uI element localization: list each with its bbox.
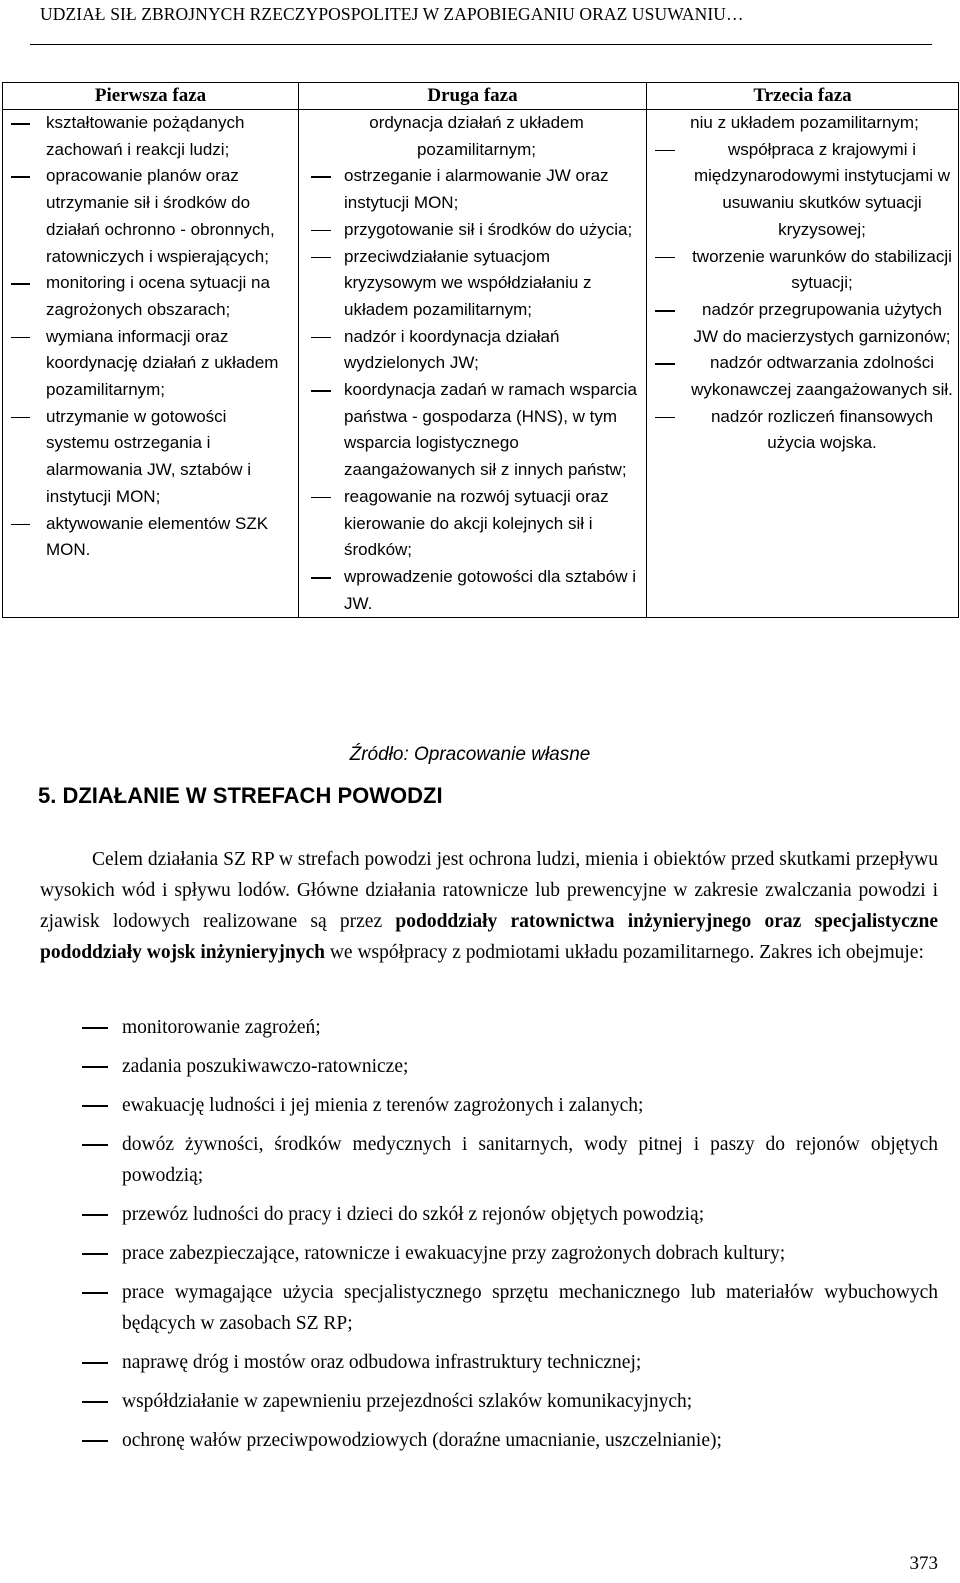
header-first-phase: Pierwsza faza bbox=[3, 83, 299, 110]
table-header-row bbox=[3, 83, 959, 110]
table-body-row bbox=[3, 110, 959, 618]
third-phase-cell bbox=[647, 110, 959, 618]
intro-bold-text: pododdziały ratownictwa inżynieryjnego oraz specjalistyczne pododdziały wojsk inżynieryjnych bbox=[40, 910, 938, 963]
header-second-phase: Druga faza bbox=[299, 83, 647, 110]
table-list-item: tworzenie warunków do stabilizacji sytuacji; bbox=[647, 244, 958, 297]
table-list-item: kształtowanie pożądanych zachowań i reakcji ludzi; bbox=[3, 110, 298, 163]
table-list-item: koordynacja zadań w ramach wsparcia państwa - gospodarza (HNS), w tym wsparcia logistycznego zaangażowanych sił z innych państw; bbox=[299, 377, 646, 484]
header-rule bbox=[30, 44, 932, 45]
running-header: UDZIAŁ SIŁ ZBROJNYCH RZECZYPOSPOLITEJ W ZAPOBIEGANIU ORAZ USUWANIU… bbox=[40, 4, 744, 24]
list-item: dowóz żywności, środków medycznych i sanitarnych, wody pitnej i paszy do rejonów objętych powodzią; bbox=[40, 1129, 938, 1191]
table-list-item: nadzór i koordynacja działań wydzielonych JW; bbox=[299, 324, 646, 377]
section-heading: 5. DZIAŁANIE W STREFACH POWODZI bbox=[38, 783, 443, 808]
second-phase-cell bbox=[299, 110, 647, 618]
list-item: monitorowanie zagrożeń; bbox=[40, 1012, 938, 1043]
intro-paragraph bbox=[40, 844, 938, 968]
table-list-item: nadzór odtwarzania zdolności wykonawczej zaangażowanych sił. bbox=[647, 350, 958, 403]
phases-table bbox=[2, 82, 959, 618]
table-list-item: współpraca z krajowymi i międzynarodowymi instytucjami w usuwaniu skutków sytuacji kryzysowej; bbox=[647, 137, 958, 244]
list-item: zadania poszukiwawczo-ratownicze; bbox=[40, 1051, 938, 1082]
list-item: ewakuację ludności i jej mienia z terenów zagrożonych i zalanych; bbox=[40, 1090, 938, 1121]
table-list-item: niu z układem pozamilitarnym; bbox=[690, 113, 919, 132]
list-item: naprawę dróg i mostów oraz odbudowa infrastruktury technicznej; bbox=[40, 1347, 938, 1378]
table-list-item: aktywowanie elementów SZK MON. bbox=[3, 511, 298, 564]
table-list-item: opracowanie planów oraz utrzymanie sił i środków do działań ochronno - obronnych, ratowniczych i wspierających; bbox=[3, 163, 298, 270]
first-phase-list bbox=[3, 110, 298, 564]
list-item: ochronę wałów przeciwpowodziowych (doraźne umacnianie, uszczelnianie); bbox=[40, 1425, 938, 1456]
table-list-item: utrzymanie w gotowości systemu ostrzegania i alarmowania JW, sztabów i instytucji MON; bbox=[3, 404, 298, 511]
list-item: współdziałanie w zapewnieniu przejezdności szlaków komunikacyjnych; bbox=[40, 1386, 938, 1417]
intro-text-1: Celem działania SZ RP w strefach powodzi jest ochrona ludzi, mienia i obiektów przed skutkami przepływu wysokich wód i spływu lodów. Główne działania ratownicze lub prewencyjne w zakresie zwalczania powodzi i zjawisk lodowych realizowane są przez bbox=[40, 848, 938, 932]
intro-text-2: we współpracy z podmiotami układu pozamilitarnego. Zakres ich obejmuje: bbox=[324, 941, 924, 963]
table-list-item: monitoring i ocena sytuacji na zagrożonych obszarach; bbox=[3, 270, 298, 323]
page-number: 373 bbox=[909, 1553, 938, 1574]
first-phase-cell bbox=[3, 110, 299, 618]
table-list-item: wymiana informacji oraz koordynację działań z układem pozamilitarnym; bbox=[3, 324, 298, 404]
third-phase-list bbox=[647, 110, 958, 457]
header-third-phase: Trzecia faza bbox=[647, 83, 959, 110]
table-source-caption: Źródło: Opracowanie własne bbox=[349, 744, 591, 765]
list-item: prace zabezpieczające, ratownicze i ewakuacyjne przy zagrożonych dobrach kultury; bbox=[40, 1238, 938, 1269]
list-item: prace wymagające użycia specjalistycznego sprzętu mechanicznego lub materiałów wybuchowych będących w zasobach SZ RP; bbox=[40, 1277, 938, 1339]
table-list-item: nadzór rozliczeń finansowych użycia wojska. bbox=[647, 404, 958, 457]
list-item: przewóz ludności do pracy i dzieci do szkół z rejonów objętych powodzią; bbox=[40, 1199, 938, 1230]
second-phase-list bbox=[299, 110, 646, 617]
table-list-item: reagowanie na rozwój sytuacji oraz kierowanie do akcji kolejnych sił i środków; bbox=[299, 484, 646, 564]
table-list-item: przeciwdziałanie sytuacjom kryzysowym we współdziałaniu z układem pozamilitarnym; bbox=[299, 244, 646, 324]
table-list-item: wprowadzenie gotowości dla sztabów i JW. bbox=[299, 564, 646, 617]
table-list-item: ordynacja działań z układem pozamilitarnym; bbox=[369, 113, 584, 159]
table-list-item: nadzór przegrupowania użytych JW do macierzystych garnizonów; bbox=[647, 297, 958, 350]
flood-tasks-list bbox=[40, 1012, 938, 1464]
table-list-item: przygotowanie sił i środków do użycia; bbox=[299, 217, 646, 244]
table-list-item: ostrzeganie i alarmowanie JW oraz instytucji MON; bbox=[299, 163, 646, 216]
